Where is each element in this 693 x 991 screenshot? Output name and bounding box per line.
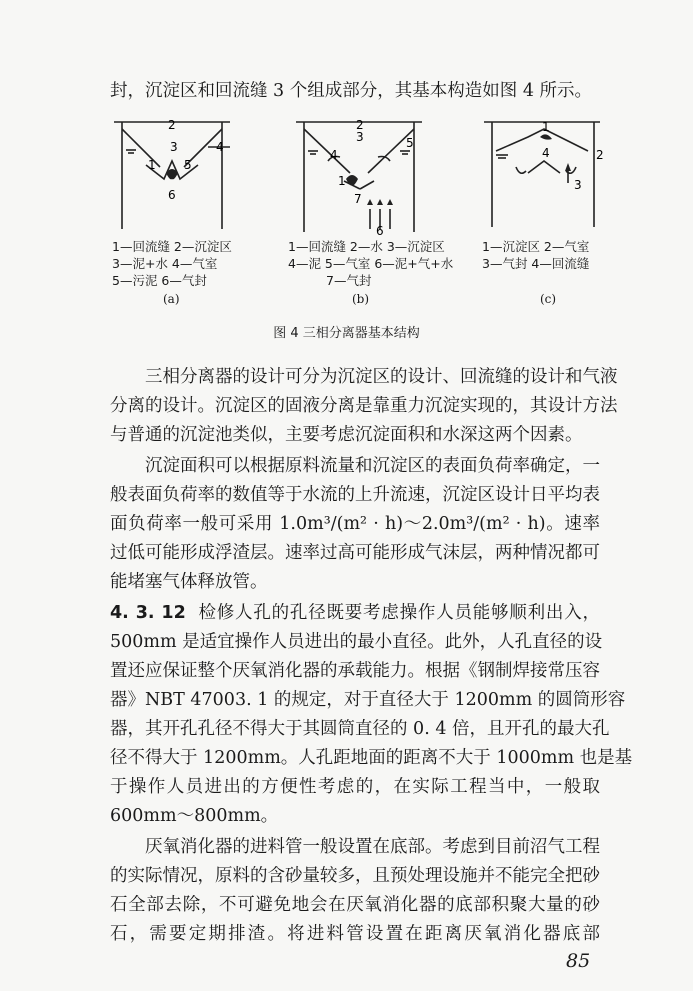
paragraph-4-line: 石，需要定期排渣。将进料管设置在距离厌氧消化器底部 (110, 924, 600, 944)
label-3: 3 (170, 140, 178, 154)
figure-b (294, 117, 424, 237)
legend-b-line: 1—回流缝 2—水 3—沉淀区 (288, 239, 445, 254)
intro-line: 封，沉淀区和回流缝 3 个组成部分，其基本构造如图 4 所示。 (110, 81, 593, 101)
paragraph-3-line: 器，其开孔孔径不得大于其圆筒直径的 0. 4 倍，且开孔的最大孔 (110, 719, 610, 739)
label-5: 5 (406, 136, 414, 150)
paragraph-3-line: 器》NBT 47003. 1 的规定，对于直径大于 1200mm 的圆筒形容 (110, 690, 626, 710)
figure-c (482, 117, 602, 232)
legend-a-line: 5—污泥 6—气封 (112, 273, 207, 288)
paragraph-2-line: 能堵塞气体释放管。 (110, 572, 268, 592)
section-4-3-12-first-line (110, 602, 600, 624)
paragraph-1-line: 三相分离器的设计可分为沉淀区的设计、回流缝的设计和气液 (145, 367, 618, 387)
paragraph-4-line: 的实际情况，原料的含砂量较多，且预处理设施并不能完全把砂 (110, 866, 600, 886)
paragraph-1-line: 与普通的沉淀池类似，主要考虑沉淀面积和水深这两个因素。 (110, 425, 583, 445)
paragraph-3-line: 600mm～800mm。 (110, 806, 279, 826)
figure-b-label: (b) (352, 292, 370, 306)
legend-b-line: 7—气封 (326, 273, 372, 288)
paragraph-4-line: 石全部去除，不可避免地会在厌氧消化器的底部积聚大量的砂 (110, 895, 600, 915)
separator-diagram-c (482, 117, 602, 232)
legend-c-line: 3—气封 4—回流缝 (482, 256, 590, 271)
label-6: 6 (376, 224, 384, 238)
legend-c (482, 238, 589, 272)
legend-c-line: 1—沉淀区 2—气室 (482, 239, 590, 254)
paragraph-3-line: 500mm 是适宜操作人员进出的最小直径。此外，人孔直径的设 (110, 632, 603, 652)
legend-a (112, 238, 232, 289)
page-number: 85 (566, 950, 591, 972)
section-number: 4. 3. 12 (110, 603, 186, 623)
paragraph-1-line: 分离的设计。沉淀区的固液分离是靠重力沉淀实现的，其设计方法 (110, 396, 618, 416)
paragraph-3-line: 检修人孔的孔径既要考虑操作人员能够顺利出入， (198, 603, 600, 623)
paragraph-2-line: 沉淀面积可以根据原料流量和沉淀区的表面负荷率确定，一 (145, 456, 600, 476)
paragraph-3-line: 于操作人员进出的方便性考虑的，在实际工程当中，一般取 (110, 777, 600, 797)
label-2: 2 (596, 148, 604, 162)
legend-b-line: 4—泥 5—气室 6—泥+气+水 (288, 256, 454, 271)
label-4: 4 (330, 148, 338, 162)
label-6: 6 (168, 188, 176, 202)
label-7: 7 (354, 192, 362, 206)
figure-a-label: (a) (163, 292, 180, 306)
separator-diagram-b (294, 117, 424, 237)
label-3: 3 (574, 178, 582, 192)
paragraph-2-line: 般表面负荷率的数值等于水流的上升流速，沉淀区设计日平均表 (110, 485, 600, 505)
legend-b (288, 238, 453, 289)
paragraph-2-line: 面负荷率一般可采用 1.0m³/(m² · h)～2.0m³/(m² · h)。速率 (110, 514, 600, 534)
label-1: 1 (148, 158, 156, 172)
paragraph-3-line: 置还应保证整个厌氧消化器的承载能力。根据《钢制焊接常压容 (110, 661, 600, 681)
label-2: 2 (168, 118, 176, 132)
legend-a-line: 1—回流缝 2—沉淀区 (112, 239, 232, 254)
paragraph-2-line: 过低可能形成浮渣层。速率过高可能形成气沫层，两种情况都可 (110, 543, 600, 563)
label-5: 5 (184, 158, 192, 172)
figure-c-label: (c) (540, 292, 557, 306)
label-3: 3 (356, 130, 364, 144)
separator-diagram-a (112, 117, 232, 232)
figure-a (112, 117, 232, 232)
legend-a-line: 3—泥+水 4—气室 (112, 256, 218, 271)
label-4: 4 (542, 146, 550, 160)
label-1: 1 (542, 120, 550, 134)
paragraph-4-line: 厌氧消化器的进料管一般设置在底部。考虑到目前沼气工程 (145, 837, 600, 857)
label-2: 2 (356, 118, 364, 132)
label-1: 1 (338, 174, 346, 188)
label-4: 4 (216, 140, 224, 154)
paragraph-3-line: 径不得大于 1200mm。人孔距地面的距离不大于 1000mm 也是基 (110, 748, 633, 768)
figure-caption: 图 4 三相分离器基本结构 (273, 326, 420, 341)
